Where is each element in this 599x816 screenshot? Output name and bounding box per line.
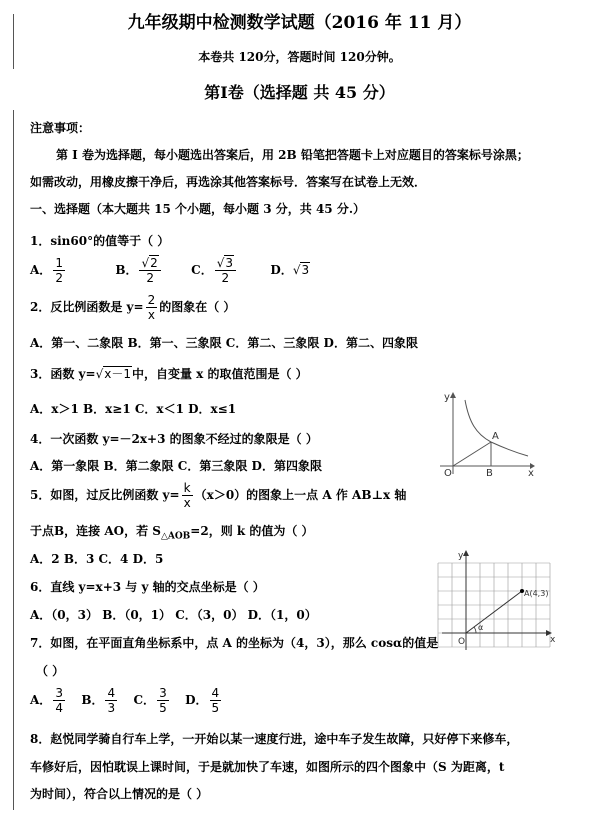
q7-option-a-label: A． — [30, 693, 52, 707]
fig1-y-arrow — [450, 392, 456, 398]
q7-a-den: 4 — [55, 701, 63, 715]
q1-option-d-sqrt: √3 — [292, 263, 310, 277]
section-heading: 一、选择题（本大题共 15 个小题，每小题 3 分，共 45 分.） — [30, 202, 365, 216]
q4-stem: 4．一次函数 y=－2x+3 的图象不经过的象限是（ ） — [30, 432, 318, 446]
q3-stem-pre: 3．函数 y= — [30, 367, 96, 381]
notes-line-1: 第 I 卷为选择题，每小题选出答案后，用 2B 铅笔把答题卡上对应题目的答案标号涂黑； — [56, 148, 529, 162]
part-title: 第Ⅰ卷（选择题 共 45 分） — [204, 83, 395, 102]
q7-b-num: 4 — [107, 686, 116, 700]
q1-b-rad: 2 — [150, 256, 158, 270]
q7-paren: （ ） — [36, 664, 65, 678]
q3-radicand: x－1 — [104, 367, 131, 381]
q4-options: A．第一象限 B．第二象限 C．第三象限 D．第四象限 — [30, 459, 322, 473]
q1-option-b-fraction: $\frac{√2}{2}$ — [139, 256, 160, 285]
q1-option-a-label: A． — [30, 263, 52, 277]
q1-d-rad: 3 — [301, 263, 310, 277]
q5-stem-pre: 5．如图，过反比例函数 y= — [30, 488, 180, 502]
fig1-o-label: O — [444, 468, 452, 476]
q3-stem — [30, 365, 308, 382]
q6-stem: 6．直线 y=x+3 与 y 轴的交点坐标是（ ） — [30, 580, 265, 594]
q1-option-b-label: B． — [115, 263, 138, 277]
margin-line-bottom — [13, 110, 14, 810]
fig2-a-label: A(4,3) — [524, 589, 549, 598]
q7-b-den: 3 — [107, 701, 116, 715]
q7-option-a-fraction — [53, 686, 65, 715]
q7-option-c-label: C． — [133, 693, 156, 707]
figure-grid — [436, 550, 556, 654]
exam-title: 九年级期中检测数学试题（2016 年 11 月） — [127, 13, 472, 33]
q5-line2-sub: △AOB — [160, 531, 191, 542]
q5-stem-post: （x＞0）的图象上一点 A 作 AB⊥x 轴 — [194, 488, 407, 502]
q7-option-c-fraction — [157, 686, 169, 715]
q2-stem-post: 的图象在（ ） — [159, 300, 236, 314]
q7-option-d-label: D． — [185, 693, 208, 707]
q8-line-3: 为时间），符合以上情况的是（ ） — [30, 787, 209, 801]
q5-frac-den: x — [183, 496, 191, 510]
notes-heading: 注意事项： — [30, 121, 91, 135]
q7-c-den: 5 — [159, 701, 167, 715]
fig1-curve — [465, 400, 528, 456]
q5-frac-num: k — [183, 481, 191, 495]
q1-options — [30, 256, 310, 285]
q7-stem: 7．如图，在平面直角坐标系中，点 A 的坐标为（4，3），那么 cosα的值是 — [30, 636, 439, 650]
q3-options: A．x＞1 B．x≥1 C．x＜1 D．x≤1 — [30, 402, 237, 416]
q7-option-d-fraction — [210, 686, 222, 715]
q3-sqrt: √x－1 — [95, 367, 131, 381]
fig2-alpha-label: α — [478, 623, 484, 632]
fig2-y-label: y — [458, 551, 464, 561]
q1-option-c-label: C． — [191, 263, 213, 277]
q8-line-2: 车修好后，因怕耽误上课时间，于是就加快了车速，如图所示的四个图象中（S 为距离，t — [30, 760, 505, 774]
q7-d-den: 5 — [211, 701, 220, 715]
q7-option-b-label: B． — [81, 693, 104, 707]
q1-option-d-label: D． — [270, 263, 293, 277]
fig1-segment-oa — [453, 442, 491, 466]
q1-b-den: 2 — [146, 271, 154, 285]
fig1-a-label: A — [492, 431, 499, 442]
q2-frac-num: 2 — [147, 293, 156, 307]
q2-fraction — [146, 293, 158, 322]
q1-stem: 1．sin60°的值等于（ ） — [30, 234, 170, 248]
q8-line-1: 8．赵悦同学骑自行车上学，一开始以某一速度行进，途中车子发生故障，只好停下来修车， — [30, 732, 519, 746]
q7-option-b-fraction — [105, 686, 117, 715]
q2-stem — [30, 293, 235, 322]
q5-fraction — [182, 481, 193, 510]
q1-c-rad: 3 — [225, 256, 234, 270]
q2-frac-den: x — [147, 308, 155, 322]
q1-c-den: 2 — [221, 271, 230, 285]
fig2-o-label: O — [458, 637, 466, 647]
fig2-angle-arc — [474, 627, 476, 633]
q5-options: A．2 B．3 C．4 D．5 — [30, 552, 164, 566]
q7-c-num: 3 — [159, 686, 167, 700]
q2-options: A．第一、二象限 B．第一、三象限 C．第二、三象限 D．第二、四象限 — [30, 336, 418, 350]
q1-option-c-fraction: $\frac{√3}{2}$ — [215, 256, 236, 285]
q1-a-num: 1 — [55, 256, 63, 270]
q7-a-num: 3 — [55, 686, 63, 700]
q3-stem-post: 中，自变量 x 的取值范围是（ ） — [131, 367, 308, 381]
figure-hyperbola — [436, 390, 536, 476]
q6-options: A．（0，3） B．（0，1） C．（3，0） D．（1，0） — [30, 608, 317, 622]
q7-d-num: 4 — [211, 686, 220, 700]
q5-line-2 — [30, 522, 314, 541]
fig2-grid — [438, 563, 550, 647]
fig1-y-label: y — [444, 392, 450, 403]
fig2-y-arrow — [463, 550, 469, 556]
fig2-x-label: x — [550, 635, 556, 645]
fig1-x-label: x — [528, 468, 534, 476]
q1-a-den: 2 — [55, 271, 63, 285]
exam-subtitle: 本卷共 120分，答题时间 120分钟。 — [198, 50, 401, 64]
q2-stem-pre: 2．反比例函数是 y= — [30, 300, 144, 314]
q5-line2-post: =2，则 k 的值为（ ） — [190, 524, 314, 538]
q5-line2-pre: 于点B，连接 AO，若 S — [30, 524, 161, 538]
q1-option-a-fraction — [53, 256, 65, 285]
notes-line-2: 如需改动，用橡皮擦干净后，再选涂其他答案标号．答案写在试卷上无效． — [30, 175, 427, 189]
q5-stem — [30, 481, 406, 510]
q7-options — [30, 686, 223, 715]
fig1-b-label: B — [486, 468, 493, 476]
